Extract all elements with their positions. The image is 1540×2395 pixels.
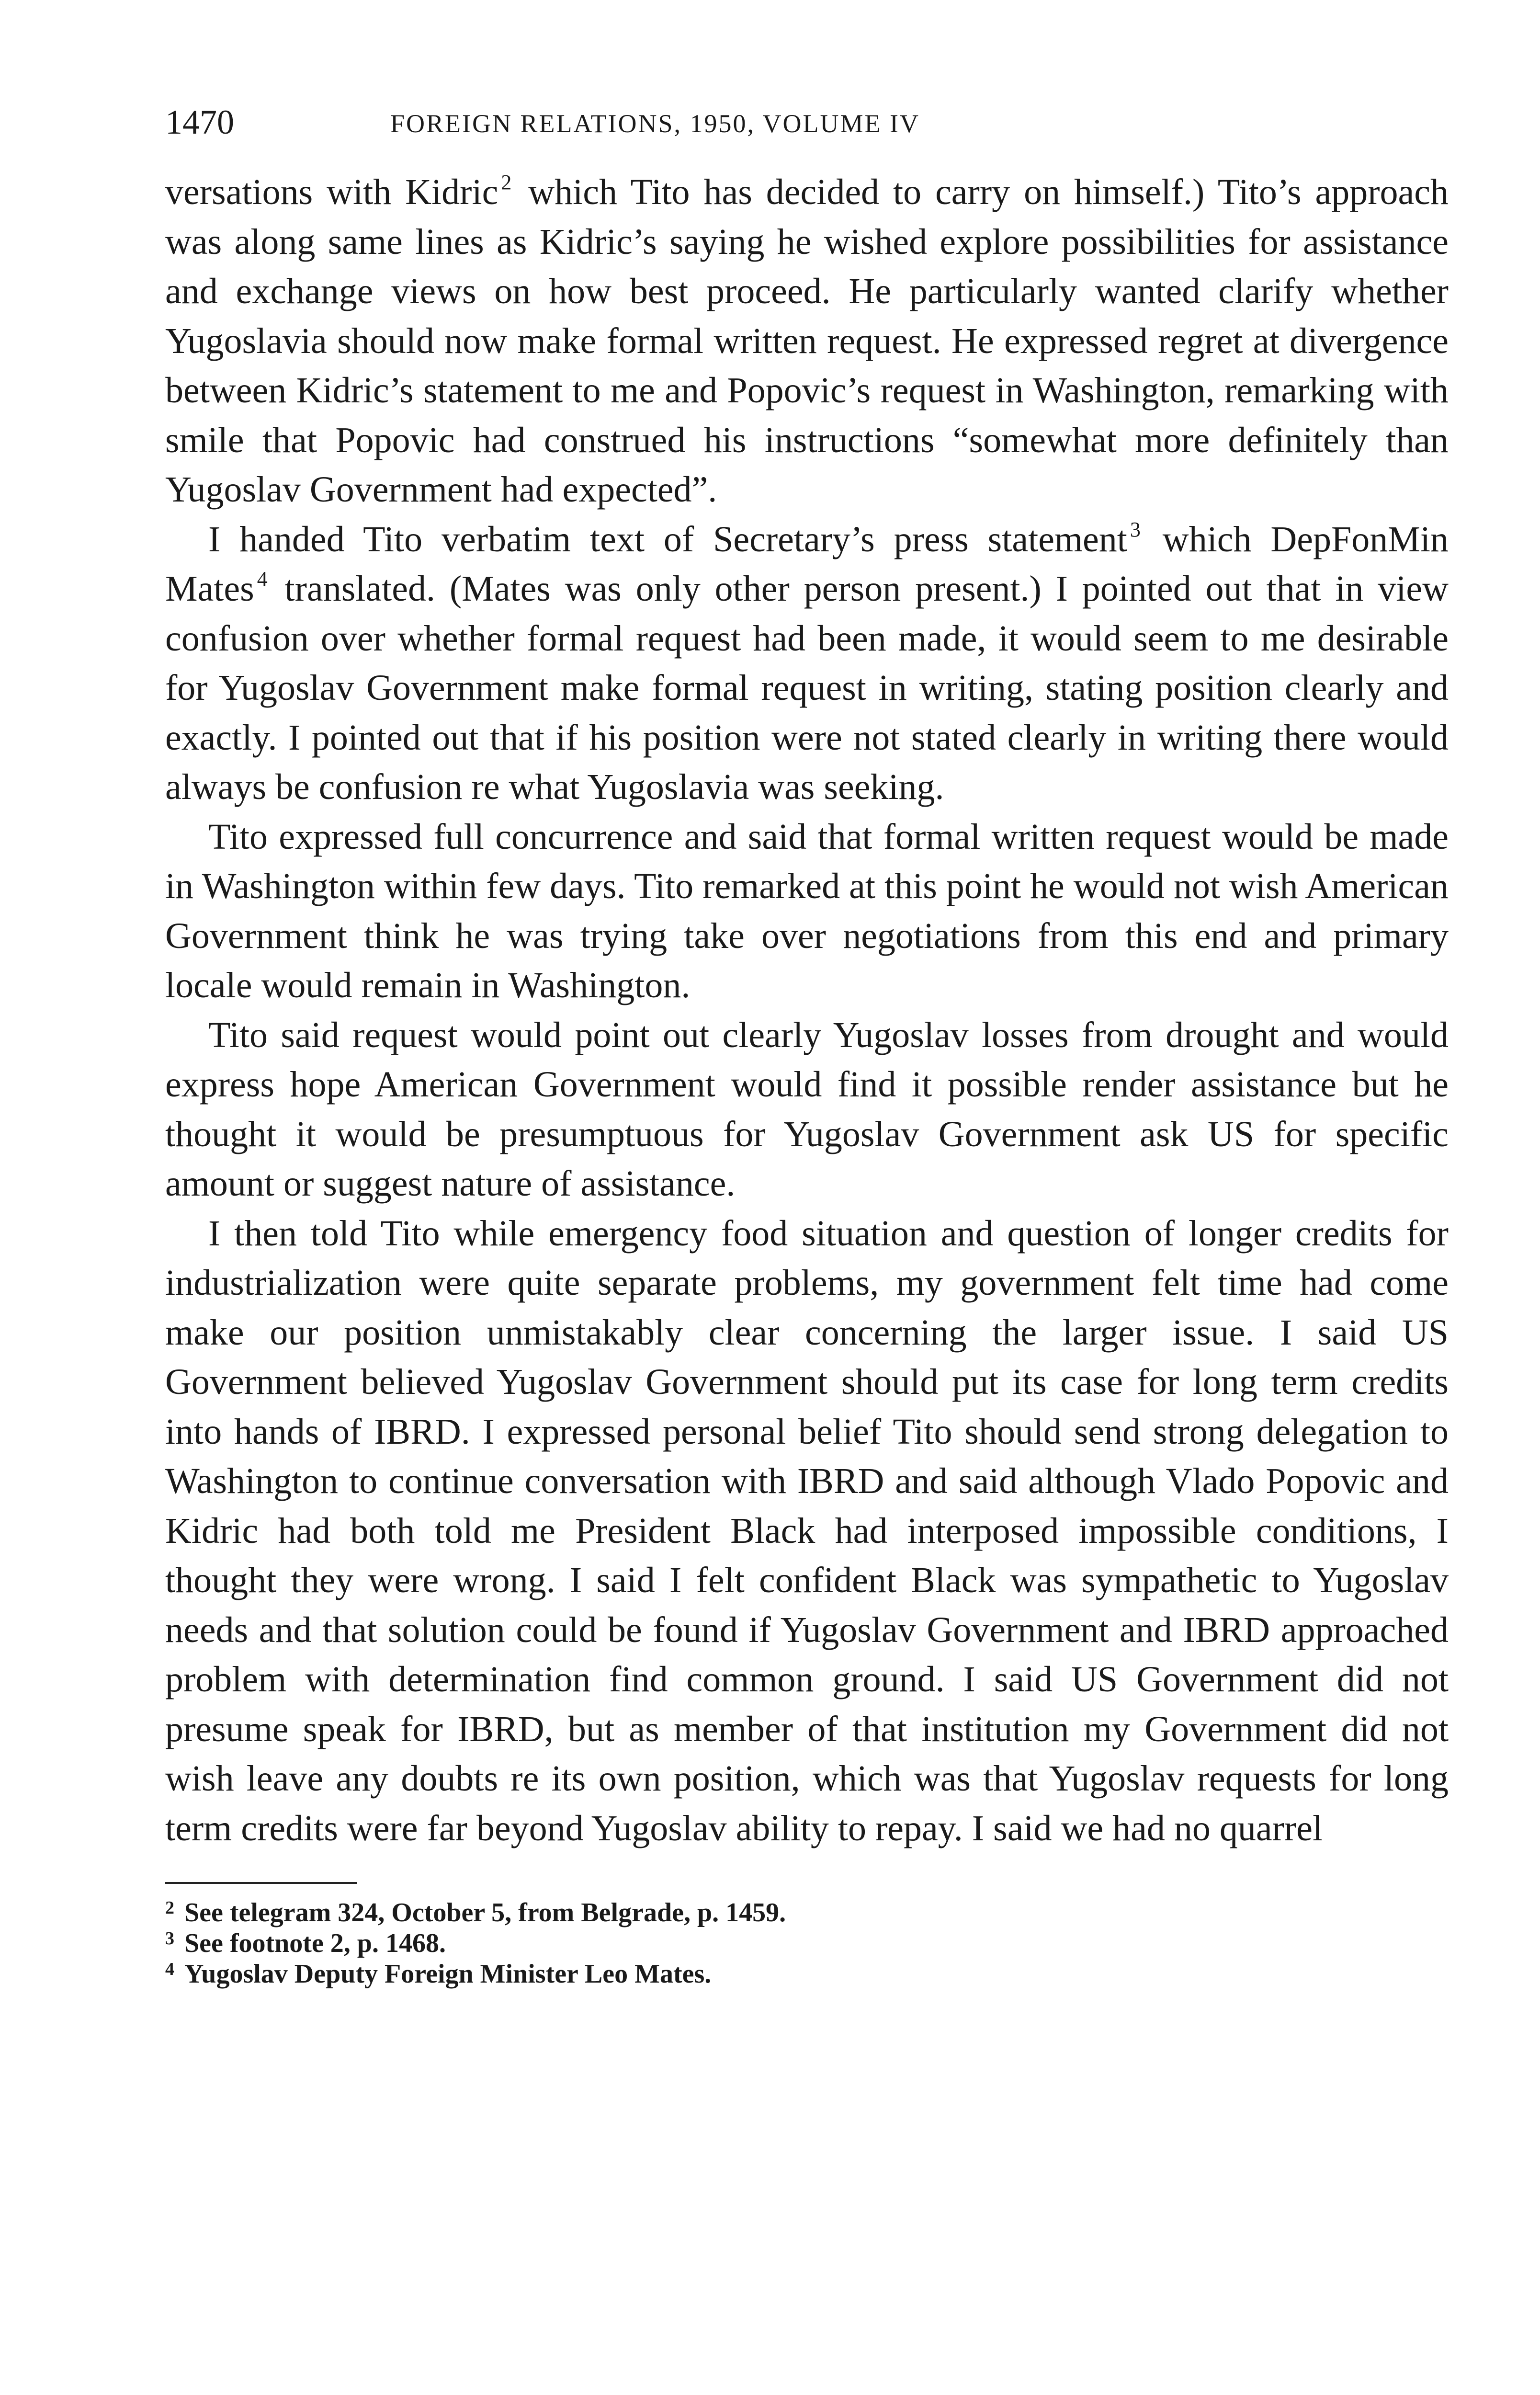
- paragraph-text: translated. (Mates was only other person present.) I pointed out that in view confusion over whether formal request had been made, it would seem to me desirable for Yugoslav Government make formal request in writing, stating position clearly and exactly. I pointed out that if his position were not stated clearly in writing there would always be confusion re what Yugoslavia was seeking.: [165, 569, 1449, 807]
- paragraph-text: which DepFonMin Mates: [165, 519, 1449, 609]
- paragraph-text: I handed Tito verbatim text of Secretary’s press statement: [208, 519, 1127, 559]
- footnote-text: Yugoslav Deputy Foreign Minister Leo Mates.: [184, 1959, 712, 1989]
- footnote-ref: 2: [501, 171, 512, 194]
- paragraph-text: I then told Tito while emergency food situation and question of longer credits for industrialization were quite separate problems, my government felt time had come make our position unmistakably clear concerning the larger issue. I said US Government believed Yugoslav Government should put its case for long term credits into hands of IBRD. I expressed personal belief Tito should send strong delegation to Washington to continue conversation with IBRD and said although Vlado Popovic and Kidric had both told me President Black had interposed impossible conditions, I thought they were wrong. I said I felt confident Black was sympathetic to Yugoslav needs and that solution could be found if Yugoslav Government and IBRD approached problem with determination find common ground. I said US Government did not presume speak for IBRD, but as member of that institution my Government did not wish leave any doubts re its own position, which was that Yugoslav requests for long term credits were far beyond Yugoslav ability to repay. I said we had no quarrel: [165, 1213, 1449, 1848]
- footnote-ref: 3: [1130, 517, 1141, 541]
- footnote: [165, 1928, 1449, 1959]
- body-text: [165, 168, 1449, 1853]
- paragraph: [165, 515, 1449, 812]
- footnote-ref: 4: [257, 567, 268, 591]
- footnote-text: See footnote 2, p. 1468.: [184, 1928, 446, 1958]
- paragraph-text: Tito expressed full concurrence and said that formal written request would be made in Washington within few days. Tito remarked at this point he would not wish American Government think he was trying take over negotiations from this end and primary locale would remain in Washington.: [165, 816, 1449, 1005]
- footnote: [165, 1897, 1449, 1928]
- running-head: FOREIGN RELATIONS, 1950, VOLUME IV: [390, 109, 920, 138]
- footnotes: [165, 1897, 1449, 1989]
- paragraph-text: Tito said request would point out clearly Yugoslav losses from drought and would express hope American Government would find it possible render assistance but he thought it would be presumptuous for Yugoslav Government ask US for specific amount or suggest nature of assistance.: [165, 1015, 1449, 1204]
- page-number: 1470: [165, 103, 234, 141]
- paragraph: [165, 1209, 1449, 1854]
- paragraph: [165, 1011, 1449, 1209]
- footnote: [165, 1959, 1449, 1989]
- footnote-mark: 4: [165, 1959, 174, 1979]
- paragraph: [165, 812, 1449, 1011]
- page-header: [165, 101, 1449, 144]
- paragraph: [165, 168, 1449, 515]
- footnote-text: See telegram 324, October 5, from Belgrade, p. 1459.: [184, 1898, 786, 1927]
- paragraph-text: versations with Kidric: [165, 172, 498, 212]
- footnote-mark: 2: [165, 1898, 174, 1918]
- footnote-mark: 3: [165, 1928, 174, 1949]
- footnote-divider: [165, 1882, 357, 1884]
- document-page: [165, 101, 1449, 1989]
- paragraph-text: which Tito has decided to carry on himself.) Tito’s approach was along same lines as Kidric’s saying he wished explore possibilities for assistance and exchange views on how best proceed. He particularly wanted clarify whether Yugoslavia should now make formal written request. He expressed regret at divergence between Kidric’s statement to me and Popovic’s request in Washington, remarking with smile that Popovic had construed his instructions “somewhat more definitely than Yugoslav Government had expected”.: [165, 172, 1449, 510]
